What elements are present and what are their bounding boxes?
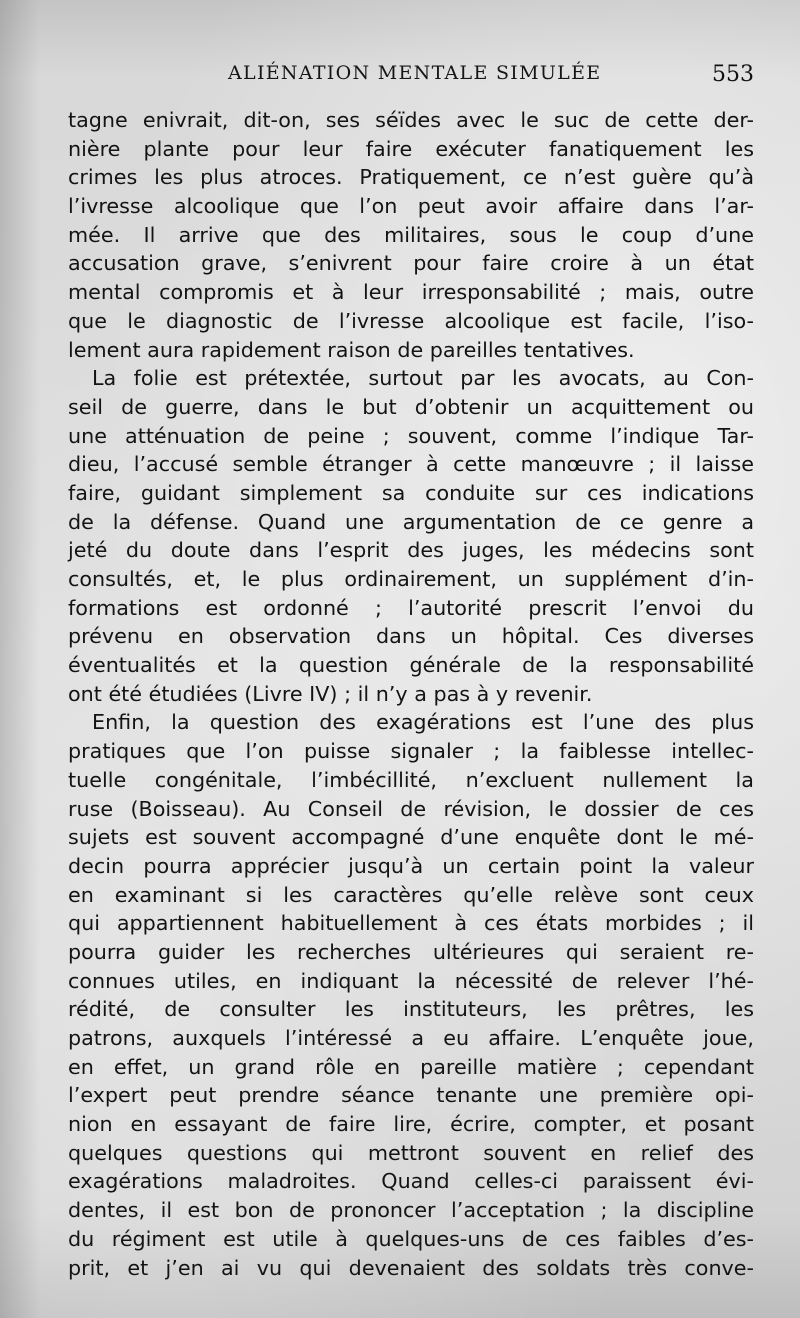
text-line: patrons, auxquels l’intéressé a eu affaire. L’enquête joue,: [68, 1026, 754, 1050]
text-line: qui appartiennent habituellement à ces états morbides ; il: [68, 911, 754, 936]
text-line: sujets est souvent accompagné d’une enquête dont le mé-: [68, 825, 754, 850]
text-line: une atténuation de peine ; souvent, comme l’indique Tar-: [68, 423, 754, 448]
text-line: éventualités et la question générale de la responsabilité: [68, 653, 754, 678]
text-line: prévenu en observation dans un hôpital. Ces diverses: [68, 624, 754, 649]
text-line: La folie est prétextée, surtout par les avocats, au Con-: [92, 366, 754, 391]
text-line: pratiques que l’on puisse signaler ; la faiblesse intellec-: [68, 739, 754, 764]
body-text: [68, 106, 754, 1282]
text-line: prit, et j’en ai vu qui devenaient des soldats très conve-: [68, 1255, 754, 1280]
text-line: nion en essayant de faire lire, écrire, compter, et posant: [68, 1112, 754, 1137]
text-line: du régiment est utile à quelques-uns de ces faibles d’es-: [68, 1226, 754, 1251]
text-line: mée. Il arrive que des militaires, sous le coup d’une: [68, 222, 754, 247]
text-line: decin pourra apprécier jusqu’à un certain point la valeur: [68, 853, 754, 878]
text-line: nière plante pour leur faire exécuter fanatiquement les: [68, 136, 754, 161]
running-head: [78, 62, 754, 92]
text-line: dentes, il est bon de prononcer l’acceptation ; la discipline: [68, 1198, 754, 1223]
text-line: rédité, de consulter les instituteurs, les prêtres, les: [68, 997, 754, 1022]
page-number: 553: [712, 62, 754, 87]
text-line: en effet, un grand rôle en pareille matière ; cependant: [68, 1054, 754, 1079]
text-line: seil de guerre, dans le but d’obtenir un acquittement ou: [68, 394, 754, 419]
text-line: exagérations maladroites. Quand celles-ci paraissent évi-: [68, 1169, 754, 1194]
text-line: lement aura rapidement raison de pareilles tentatives.: [68, 337, 635, 362]
text-line: accusation grave, s’enivrent pour faire croire à un état: [68, 251, 754, 276]
text-line: que le diagnostic de l’ivresse alcoolique est facile, l’iso-: [68, 308, 754, 333]
text-line: en examinant si les caractères qu’elle relève sont ceux: [68, 882, 754, 907]
text-line: quelques questions qui mettront souvent en relief des: [68, 1140, 754, 1165]
text-line: tagne enivrait, dit-on, ses séïdes avec le suc de cette der-: [68, 108, 754, 132]
text-line: faire, guidant simplement sa conduite sur ces indications: [68, 480, 754, 505]
text-line: ont été étudiées (Livre IV) ; il n’y a pas à y revenir.: [68, 681, 593, 706]
text-line: consultés, et, le plus ordinairement, un supplément d’in-: [68, 567, 754, 591]
text-line: ruse (Boisseau). Au Conseil de révision, le dossier de ces: [68, 796, 754, 821]
text-line: dieu, l’accusé semble étranger à cette manœuvre ; il laisse: [68, 452, 754, 477]
text-line: l’expert peut prendre séance tenante une première opi-: [68, 1083, 754, 1108]
text-line: de la défense. Quand une argumentation de ce genre a: [68, 509, 754, 534]
text-line: tuelle congénitale, l’imbécillité, n’excluent nullement la: [68, 767, 754, 792]
text-line: mental compromis et à leur irresponsabilité ; mais, outre: [68, 280, 754, 305]
text-line: Enfin, la question des exagérations est l’une des plus: [92, 710, 754, 735]
text-line: jeté du doute dans l’esprit des juges, les médecins sont: [68, 538, 754, 563]
text-line: l’ivresse alcoolique que l’on peut avoir affaire dans l’ar-: [68, 194, 754, 219]
text-line: connues utiles, en indiquant la nécessité de relever l’hé-: [68, 968, 754, 993]
text-line: pourra guider les recherches ultérieures qui seraient re-: [68, 939, 754, 964]
running-head-title: ALIÉNATION MENTALE SIMULÉE: [228, 62, 602, 84]
text-line: formations est ordonné ; l’autorité prescrit l’envoi du: [68, 595, 754, 620]
text-line: crimes les plus atroces. Pratiquement, ce n’est guère qu’à: [68, 165, 754, 190]
gutter-shadow: [0, 0, 40, 1318]
